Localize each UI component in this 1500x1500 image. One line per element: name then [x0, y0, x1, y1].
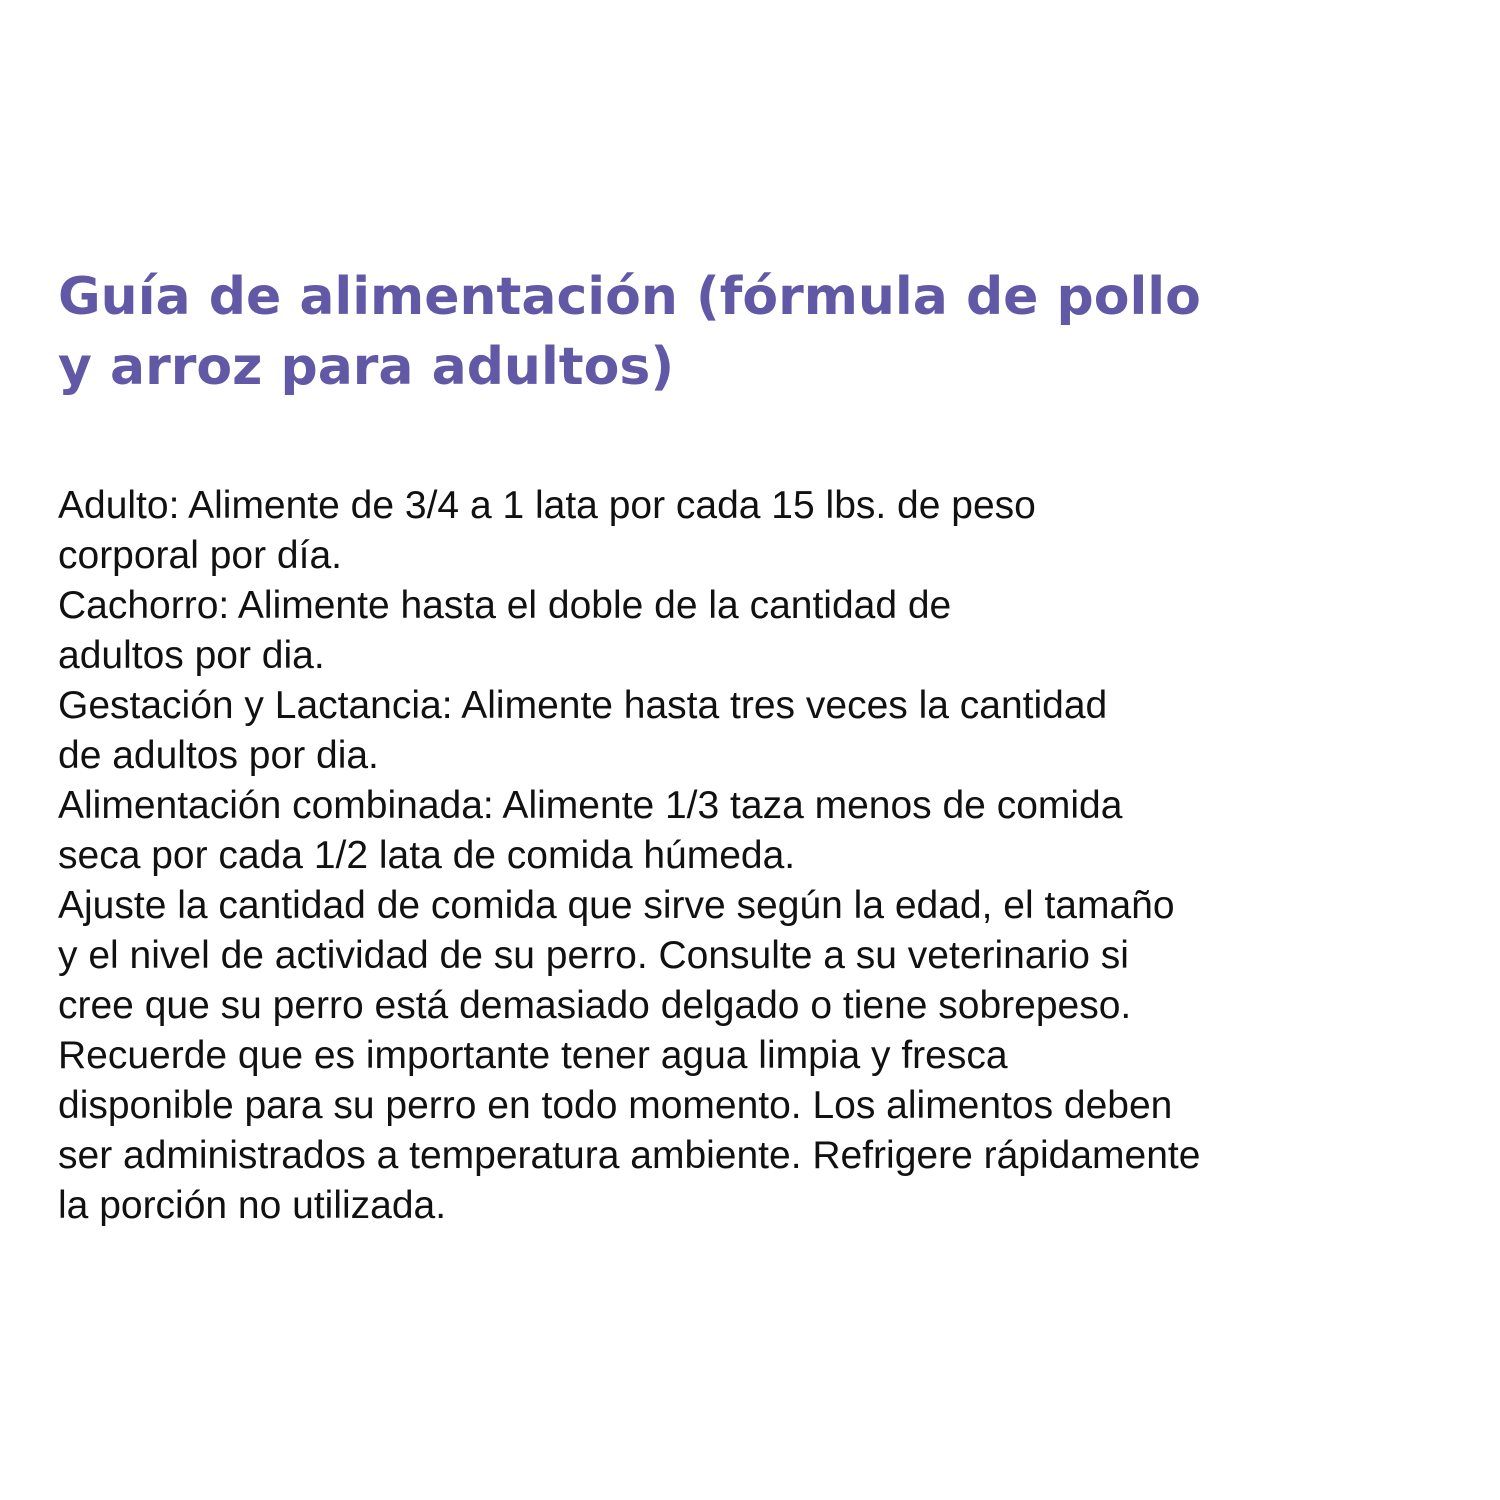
- combined-feeding-line: seca por cada 1/2 lata de comida húmeda.: [58, 834, 796, 877]
- title-line: Guía de alimentación (fórmula de pollo: [58, 267, 1201, 327]
- gestation-instruction-line: de adultos por dia.: [58, 734, 379, 777]
- water-storage-note-line: la porción no utilizada.: [58, 1184, 447, 1227]
- puppy-instruction-line: Cachorro: Alimente hasta el doble de la cantidad de: [58, 584, 952, 627]
- feeding-instructions: [58, 481, 1478, 1231]
- combined-feeding-line: Alimentación combinada: Alimente 1/3 taza menos de comida: [58, 784, 1123, 827]
- adjustment-note-line: cree que su perro está demasiado delgado o tiene sobrepeso.: [58, 984, 1132, 1027]
- adult-instruction-line: Adulto: Alimente de 3/4 a 1 lata por cada 15 lbs. de peso: [58, 484, 1036, 527]
- adult-instruction-line: corporal por día.: [58, 534, 342, 577]
- adjustment-note-line: y el nivel de actividad de su perro. Consulte a su veterinario si: [58, 934, 1129, 977]
- water-storage-note-line: disponible para su perro en todo momento. Los alimentos deben: [58, 1084, 1173, 1127]
- gestation-instruction-line: Gestación y Lactancia: Alimente hasta tres veces la cantidad: [58, 684, 1108, 727]
- adjustment-note-line: Ajuste la cantidad de comida que sirve según la edad, el tamaño: [58, 884, 1175, 927]
- feeding-guide-document: [58, 262, 1478, 1231]
- water-storage-note-line: Recuerde que es importante tener agua limpia y fresca: [58, 1034, 1008, 1077]
- page-title: [58, 262, 1478, 402]
- water-storage-note-line: ser administrados a temperatura ambiente. Refrigere rápidamente: [58, 1134, 1201, 1177]
- title-line: y arroz para adultos): [58, 337, 675, 397]
- puppy-instruction-line: adultos por dia.: [58, 634, 325, 677]
